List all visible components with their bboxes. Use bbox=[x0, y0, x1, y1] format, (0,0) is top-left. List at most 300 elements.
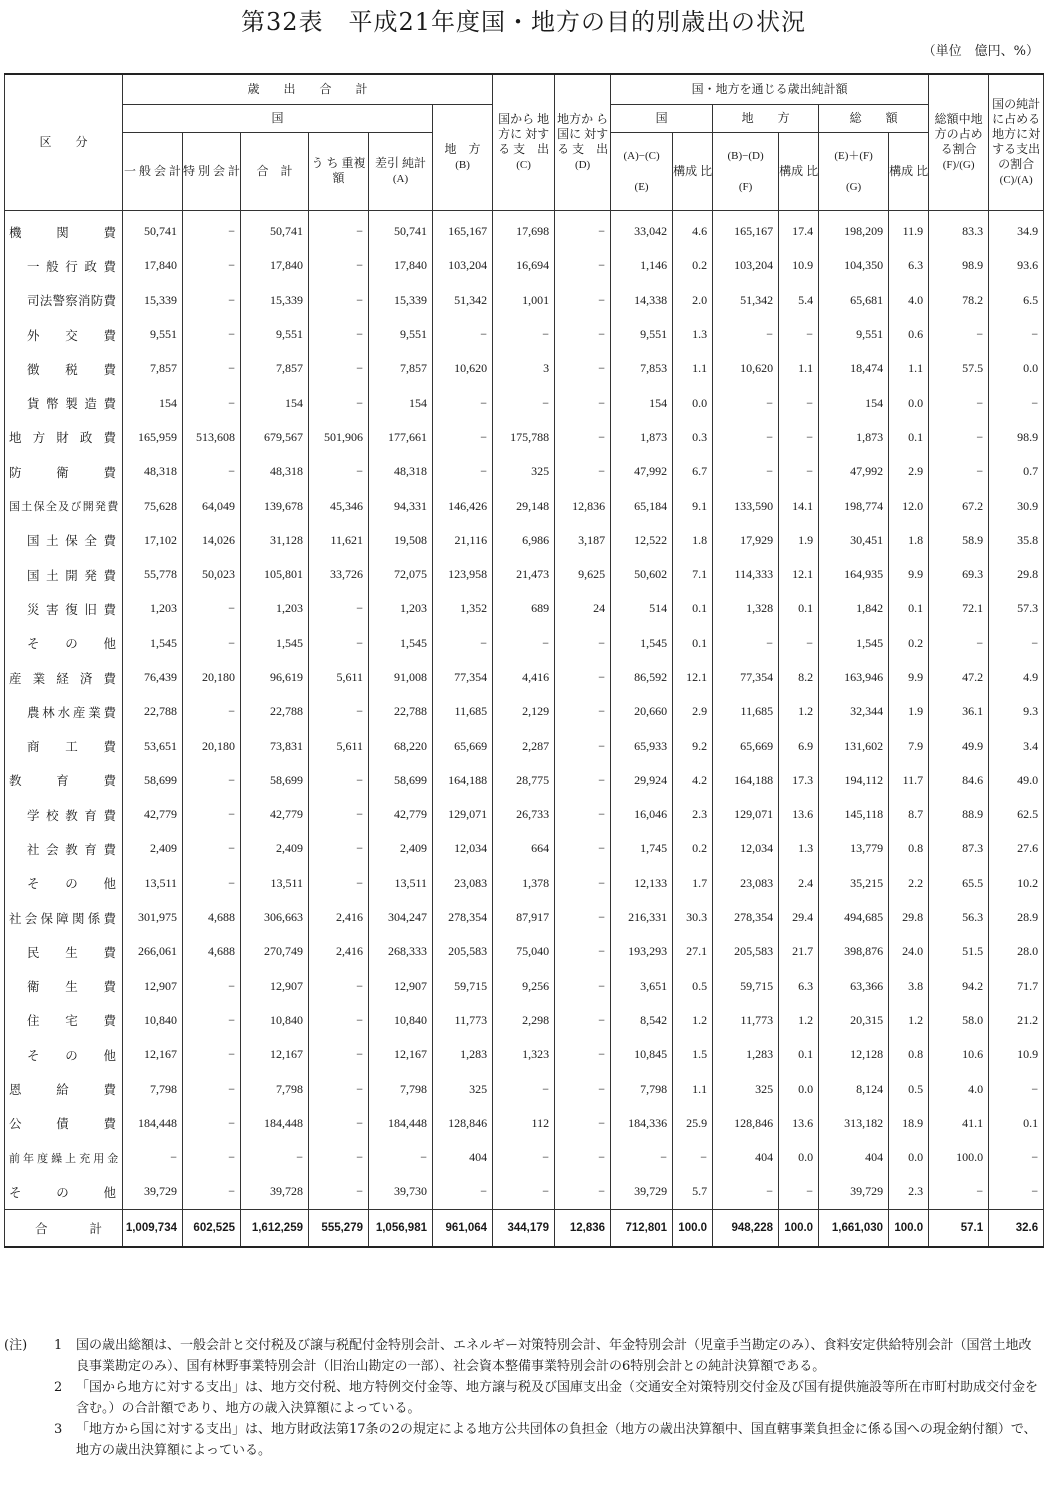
table-row bbox=[5, 317, 1044, 351]
cell: 7,798 bbox=[241, 1072, 309, 1106]
cell: 12,907 bbox=[241, 969, 309, 1003]
cell: 3,187 bbox=[555, 523, 611, 557]
cell: 55,778 bbox=[123, 557, 183, 591]
cell: 164,935 bbox=[819, 557, 889, 591]
cell: 10.2 bbox=[989, 866, 1044, 900]
cell: 165,959 bbox=[123, 420, 183, 454]
header-kuni-kara-text: 国から 地方に 対する 支 出 bbox=[498, 111, 550, 156]
cell: − bbox=[929, 1175, 989, 1210]
cell: 9,551 bbox=[369, 317, 433, 351]
cell: 20,660 bbox=[611, 695, 673, 729]
cell: 1,323 bbox=[493, 1038, 555, 1072]
header-sogaku: 総 額 bbox=[819, 104, 929, 132]
cell: 175,788 bbox=[493, 420, 555, 454]
header-kuni: 国 bbox=[123, 104, 433, 132]
cell: 133,590 bbox=[713, 489, 779, 523]
cell: 49.9 bbox=[929, 729, 989, 763]
cell: 27.6 bbox=[989, 832, 1044, 866]
cell: 18,474 bbox=[819, 352, 889, 386]
cell: − bbox=[309, 1106, 369, 1140]
cell: 10,845 bbox=[611, 1038, 673, 1072]
header-col-g: (G) bbox=[845, 180, 862, 193]
cell: 10.9 bbox=[989, 1038, 1044, 1072]
cell: 36.1 bbox=[929, 695, 989, 729]
header-col-f-cell bbox=[713, 132, 779, 210]
table-row bbox=[5, 900, 1044, 934]
cell: 9,551 bbox=[611, 317, 673, 351]
cell: 32,344 bbox=[819, 695, 889, 729]
cell: − bbox=[779, 317, 819, 351]
cell: − bbox=[779, 1175, 819, 1210]
cell: 35.8 bbox=[989, 523, 1044, 557]
cell: 91,008 bbox=[369, 660, 433, 694]
note-text: 国の歳出総額は、一般会計と交付税及び譲与税配付金特別会計、エネルギー対策特別会計、年金特別会計（児童手当勘定のみ）、食料安定供給特別会計（国営土地改良事業勘定のみ）、国有林野事業特別会計（旧治山勘定の一部）、社会資本整備事業特別会計の6特別会計との純計決算額である。 bbox=[76, 1338, 1032, 1374]
cell: 194,112 bbox=[819, 763, 889, 797]
cell: 9,256 bbox=[493, 969, 555, 1003]
table-row bbox=[5, 210, 1044, 249]
header-col-f-formula: (B)−(D) bbox=[727, 149, 764, 162]
cell: 0.0 bbox=[889, 1141, 929, 1175]
cell: − bbox=[183, 798, 241, 832]
cell: 28.0 bbox=[989, 935, 1044, 969]
cell: 154 bbox=[611, 386, 673, 420]
cell: − bbox=[183, 317, 241, 351]
cell: − bbox=[309, 866, 369, 900]
cell: 1,056,981 bbox=[369, 1210, 433, 1248]
cell: 87,917 bbox=[493, 900, 555, 934]
cell: − bbox=[989, 1141, 1044, 1175]
header-uchi-chofuku: う ち 重複額 bbox=[309, 132, 369, 210]
cell: 30.3 bbox=[673, 900, 713, 934]
cell: − bbox=[183, 386, 241, 420]
cell: 0.8 bbox=[889, 1038, 929, 1072]
cell: 1.1 bbox=[673, 1072, 713, 1106]
row-label: 社会教育費 bbox=[5, 832, 123, 866]
cell: 5,611 bbox=[309, 660, 369, 694]
cell: 2.2 bbox=[889, 866, 929, 900]
header-sashihiki bbox=[369, 132, 433, 210]
cell: − bbox=[309, 763, 369, 797]
cell: 1.8 bbox=[673, 523, 713, 557]
cell: 344,179 bbox=[493, 1210, 555, 1248]
cell: 65,933 bbox=[611, 729, 673, 763]
note-mark bbox=[4, 1419, 54, 1461]
cell: 3.8 bbox=[889, 969, 929, 1003]
cell: 21.7 bbox=[779, 935, 819, 969]
cell: 1.1 bbox=[779, 352, 819, 386]
cell: 103,204 bbox=[713, 249, 779, 283]
cell: 494,685 bbox=[819, 900, 889, 934]
cell: 0.0 bbox=[989, 352, 1044, 386]
row-label: 恩給費 bbox=[5, 1072, 123, 1106]
header-kosei-g: 構成 比 bbox=[889, 132, 929, 210]
cell: − bbox=[779, 455, 819, 489]
cell: 17,929 bbox=[713, 523, 779, 557]
cell: 325 bbox=[713, 1072, 779, 1106]
cell: 96,619 bbox=[241, 660, 309, 694]
cell: 0.8 bbox=[889, 832, 929, 866]
cell: − bbox=[555, 832, 611, 866]
cell: − bbox=[929, 455, 989, 489]
cell: 2,298 bbox=[493, 1003, 555, 1037]
cell: 17.3 bbox=[779, 763, 819, 797]
cell: 8.2 bbox=[779, 660, 819, 694]
cell: 13,511 bbox=[369, 866, 433, 900]
cell: 12,167 bbox=[123, 1038, 183, 1072]
cell: − bbox=[309, 352, 369, 386]
cell: 84.6 bbox=[929, 763, 989, 797]
note-item bbox=[4, 1335, 1043, 1377]
cell: 0.0 bbox=[779, 1072, 819, 1106]
header-col-g-cell bbox=[819, 132, 889, 210]
cell: 15,339 bbox=[123, 283, 183, 317]
cell: 602,525 bbox=[183, 1210, 241, 1248]
cell: 154 bbox=[123, 386, 183, 420]
cell: 0.2 bbox=[889, 626, 929, 660]
cell: 47,992 bbox=[819, 455, 889, 489]
cell: 8,124 bbox=[819, 1072, 889, 1106]
cell: 29,924 bbox=[611, 763, 673, 797]
cell: 6.3 bbox=[779, 969, 819, 1003]
cell: 20,180 bbox=[183, 660, 241, 694]
row-label: 学校教育費 bbox=[5, 798, 123, 832]
cell: 1,745 bbox=[611, 832, 673, 866]
row-label: 徴税費 bbox=[5, 352, 123, 386]
cell: − bbox=[989, 626, 1044, 660]
header-chiho-share bbox=[929, 74, 989, 210]
cell: − bbox=[555, 317, 611, 351]
cell: 94.2 bbox=[929, 969, 989, 1003]
cell: 16,694 bbox=[493, 249, 555, 283]
cell: 205,583 bbox=[433, 935, 493, 969]
table-row bbox=[5, 352, 1044, 386]
cell: 1.9 bbox=[779, 523, 819, 557]
cell: 0.1 bbox=[673, 626, 713, 660]
cell: − bbox=[183, 249, 241, 283]
cell: 13,779 bbox=[819, 832, 889, 866]
cell: 301,975 bbox=[123, 900, 183, 934]
cell: 6,986 bbox=[493, 523, 555, 557]
cell: 2,416 bbox=[309, 935, 369, 969]
cell: 51,342 bbox=[433, 283, 493, 317]
table-row bbox=[5, 798, 1044, 832]
cell: 9,551 bbox=[819, 317, 889, 351]
cell: 20,315 bbox=[819, 1003, 889, 1037]
cell: 58.0 bbox=[929, 1003, 989, 1037]
table-row bbox=[5, 935, 1044, 969]
cell: 42,779 bbox=[369, 798, 433, 832]
cell: − bbox=[183, 1106, 241, 1140]
cell: 306,663 bbox=[241, 900, 309, 934]
header-chiho-kara bbox=[555, 74, 611, 210]
cell: 278,354 bbox=[713, 900, 779, 934]
header-chiho2: 地 方 bbox=[713, 104, 819, 132]
cell: − bbox=[309, 1072, 369, 1106]
cell: − bbox=[183, 455, 241, 489]
cell: − bbox=[555, 969, 611, 1003]
header-col-d: (D) bbox=[574, 158, 591, 171]
cell: 98.9 bbox=[989, 420, 1044, 454]
header-col-e: (E) bbox=[634, 180, 649, 193]
cell: 1.8 bbox=[889, 523, 929, 557]
row-label: 教育費 bbox=[5, 763, 123, 797]
table-row bbox=[5, 1141, 1044, 1175]
note-text: 「国から地方に対する支出」は、地方交付税、地方特例交付金等、地方譲与税及び国庫支出金（交通安全対策特別交付金及び国有提供施設等所在市町村助成交付金を含む。）の合計額であり、地方の歳入決算額によっている。 bbox=[76, 1380, 1039, 1416]
cell: 58,699 bbox=[369, 763, 433, 797]
cell: 13.6 bbox=[779, 1106, 819, 1140]
cell: 0.5 bbox=[889, 1072, 929, 1106]
cell: 39,729 bbox=[123, 1175, 183, 1210]
table-row bbox=[5, 1072, 1044, 1106]
cell: − bbox=[611, 1141, 673, 1175]
row-label: 合計 bbox=[5, 1210, 123, 1248]
row-label: 社会保障関係費 bbox=[5, 900, 123, 934]
cell: 1.2 bbox=[779, 695, 819, 729]
cell: 2.9 bbox=[889, 455, 929, 489]
cell: 0.1 bbox=[673, 592, 713, 626]
cell: 11,685 bbox=[713, 695, 779, 729]
cell: − bbox=[309, 1141, 369, 1175]
cell: 131,602 bbox=[819, 729, 889, 763]
header-col-e-formula: (A)−(C) bbox=[623, 149, 660, 162]
cell: 48,318 bbox=[241, 455, 309, 489]
cell: 19,508 bbox=[369, 523, 433, 557]
cell: − bbox=[433, 1175, 493, 1210]
cell: 1,283 bbox=[713, 1038, 779, 1072]
cell: 100.0 bbox=[929, 1141, 989, 1175]
cell: 1,873 bbox=[611, 420, 673, 454]
header-col-c: (C) bbox=[516, 158, 531, 171]
row-label: 公債費 bbox=[5, 1106, 123, 1140]
cell: 1,661,030 bbox=[819, 1210, 889, 1248]
note-item bbox=[4, 1419, 1043, 1461]
cell: 501,906 bbox=[309, 420, 369, 454]
row-label: その他 bbox=[5, 866, 123, 900]
cell: 26,733 bbox=[493, 798, 555, 832]
cell: 165,167 bbox=[713, 210, 779, 249]
cell: − bbox=[555, 900, 611, 934]
table-row bbox=[5, 695, 1044, 729]
table-row bbox=[5, 729, 1044, 763]
cell: 47,992 bbox=[611, 455, 673, 489]
cell: − bbox=[493, 626, 555, 660]
cell: 48,318 bbox=[123, 455, 183, 489]
cell: 14,338 bbox=[611, 283, 673, 317]
cell: 1,612,259 bbox=[241, 1210, 309, 1248]
cell: 20,180 bbox=[183, 729, 241, 763]
cell: 948,228 bbox=[713, 1210, 779, 1248]
cell: 34.9 bbox=[989, 210, 1044, 249]
header-kuni2: 国 bbox=[611, 104, 713, 132]
cell: 325 bbox=[493, 455, 555, 489]
cell: 10,840 bbox=[369, 1003, 433, 1037]
cell: − bbox=[555, 935, 611, 969]
cell: 7,857 bbox=[123, 352, 183, 386]
cell: − bbox=[929, 317, 989, 351]
cell: 1,842 bbox=[819, 592, 889, 626]
cell: − bbox=[309, 283, 369, 317]
cell: 83.3 bbox=[929, 210, 989, 249]
cell: 198,774 bbox=[819, 489, 889, 523]
cell: 3,651 bbox=[611, 969, 673, 1003]
cell: 4,416 bbox=[493, 660, 555, 694]
cell: − bbox=[713, 386, 779, 420]
cell: 1.1 bbox=[673, 352, 713, 386]
cell: 77,354 bbox=[713, 660, 779, 694]
cell: 42,779 bbox=[123, 798, 183, 832]
cell: 13,511 bbox=[241, 866, 309, 900]
cell: − bbox=[183, 1003, 241, 1037]
cell: 216,331 bbox=[611, 900, 673, 934]
cell: 7.9 bbox=[889, 729, 929, 763]
cell: 712,801 bbox=[611, 1210, 673, 1248]
cell: 1,009,734 bbox=[123, 1210, 183, 1248]
cell: 68,220 bbox=[369, 729, 433, 763]
cell: 12,522 bbox=[611, 523, 673, 557]
cell: 9,625 bbox=[555, 557, 611, 591]
cell: − bbox=[673, 1141, 713, 1175]
cell: 21.2 bbox=[989, 1003, 1044, 1037]
cell: 145,118 bbox=[819, 798, 889, 832]
cell: 67.2 bbox=[929, 489, 989, 523]
header-col-fg: (F)/(G) bbox=[942, 158, 975, 171]
cell: 35,215 bbox=[819, 866, 889, 900]
cell: 514 bbox=[611, 592, 673, 626]
cell: 62.5 bbox=[989, 798, 1044, 832]
cell: 72.1 bbox=[929, 592, 989, 626]
cell: 1,203 bbox=[123, 592, 183, 626]
cell: 1.5 bbox=[673, 1038, 713, 1072]
cell: 266,061 bbox=[123, 935, 183, 969]
cell: 30.9 bbox=[989, 489, 1044, 523]
cell: 93.6 bbox=[989, 249, 1044, 283]
cell: − bbox=[183, 969, 241, 1003]
cell: 12,836 bbox=[555, 489, 611, 523]
cell: 154 bbox=[369, 386, 433, 420]
cell: − bbox=[183, 866, 241, 900]
cell: 100.0 bbox=[889, 1210, 929, 1248]
cell: 0.5 bbox=[673, 969, 713, 1003]
header-chiho-share-text: 総額中地方の占める割合 bbox=[934, 111, 983, 156]
cell: 4.6 bbox=[673, 210, 713, 249]
cell: 24.0 bbox=[889, 935, 929, 969]
cell: 13,511 bbox=[123, 866, 183, 900]
cell: − bbox=[555, 729, 611, 763]
cell: 78.2 bbox=[929, 283, 989, 317]
cell: 5.4 bbox=[779, 283, 819, 317]
cell: 58,699 bbox=[241, 763, 309, 797]
cell: − bbox=[309, 455, 369, 489]
cell: 24 bbox=[555, 592, 611, 626]
cell: 4.9 bbox=[989, 660, 1044, 694]
cell: 69.3 bbox=[929, 557, 989, 591]
cell: 184,448 bbox=[123, 1106, 183, 1140]
cell: 29.8 bbox=[889, 900, 929, 934]
cell: 10,840 bbox=[241, 1003, 309, 1037]
cell: 58,699 bbox=[123, 763, 183, 797]
cell: 6.5 bbox=[989, 283, 1044, 317]
cell: − bbox=[309, 695, 369, 729]
header-kosei-f: 構成 比 bbox=[779, 132, 819, 210]
total-row bbox=[5, 1210, 1044, 1248]
cell: − bbox=[183, 283, 241, 317]
cell: 72,075 bbox=[369, 557, 433, 591]
header-col-f: (F) bbox=[738, 180, 753, 193]
cell: 87.3 bbox=[929, 832, 989, 866]
cell: 3.4 bbox=[989, 729, 1044, 763]
cell: 1.3 bbox=[779, 832, 819, 866]
cell: 2,287 bbox=[493, 729, 555, 763]
header-kuni-kara bbox=[493, 74, 555, 210]
note-number: 1 bbox=[54, 1338, 63, 1353]
cell: 8,542 bbox=[611, 1003, 673, 1037]
table-row bbox=[5, 523, 1044, 557]
cell: 23,083 bbox=[713, 866, 779, 900]
header-ippan-kaikei: 一 般 会 計 bbox=[123, 132, 183, 210]
cell: 65,669 bbox=[713, 729, 779, 763]
cell: − bbox=[123, 1141, 183, 1175]
cell: 7,798 bbox=[369, 1072, 433, 1106]
row-label: 住宅費 bbox=[5, 1003, 123, 1037]
cell: − bbox=[309, 249, 369, 283]
cell: 164,188 bbox=[433, 763, 493, 797]
cell: 7.1 bbox=[673, 557, 713, 591]
cell: − bbox=[929, 626, 989, 660]
header-sashihiki-text: 差引 純計 bbox=[374, 155, 426, 170]
cell: 154 bbox=[241, 386, 309, 420]
cell: 50,602 bbox=[611, 557, 673, 591]
cell: 47.2 bbox=[929, 660, 989, 694]
cell: 12.1 bbox=[673, 660, 713, 694]
cell: − bbox=[433, 317, 493, 351]
cell: 39,728 bbox=[241, 1175, 309, 1210]
cell: − bbox=[183, 352, 241, 386]
cell: − bbox=[433, 455, 493, 489]
cell: 198,209 bbox=[819, 210, 889, 249]
cell: 7,853 bbox=[611, 352, 673, 386]
cell: 404 bbox=[433, 1141, 493, 1175]
cell: 15,339 bbox=[241, 283, 309, 317]
cell: 129,071 bbox=[713, 798, 779, 832]
cell: 0.1 bbox=[889, 420, 929, 454]
cell: 14.1 bbox=[779, 489, 819, 523]
cell: − bbox=[555, 798, 611, 832]
row-label: 防衛費 bbox=[5, 455, 123, 489]
cell: 14,026 bbox=[183, 523, 241, 557]
cell: 0.2 bbox=[673, 832, 713, 866]
row-label: 機関費 bbox=[5, 210, 123, 249]
row-label: 国土保全費 bbox=[5, 523, 123, 557]
cell: − bbox=[555, 660, 611, 694]
cell: 10,620 bbox=[433, 352, 493, 386]
cell: 5.7 bbox=[673, 1175, 713, 1210]
cell: − bbox=[713, 1175, 779, 1210]
cell: 53,651 bbox=[123, 729, 183, 763]
cell: 27.1 bbox=[673, 935, 713, 969]
header-chiho bbox=[433, 104, 493, 210]
cell: 4,688 bbox=[183, 935, 241, 969]
cell: − bbox=[493, 386, 555, 420]
cell: 51,342 bbox=[713, 283, 779, 317]
cell: 65,669 bbox=[433, 729, 493, 763]
cell: 679,567 bbox=[241, 420, 309, 454]
cell: 0.1 bbox=[779, 592, 819, 626]
note-text: 「地方から国に対する支出」は、地方財政法第17条の2の規定による地方公共団体の負担金（地方の歳出決算額中、国直轄事業負担金に係る国への現金納付額）で、地方の歳出決算額によっている。 bbox=[76, 1422, 1037, 1458]
cell: 58.9 bbox=[929, 523, 989, 557]
cell: − bbox=[555, 763, 611, 797]
cell: − bbox=[309, 592, 369, 626]
header-kuni-share bbox=[989, 74, 1044, 210]
